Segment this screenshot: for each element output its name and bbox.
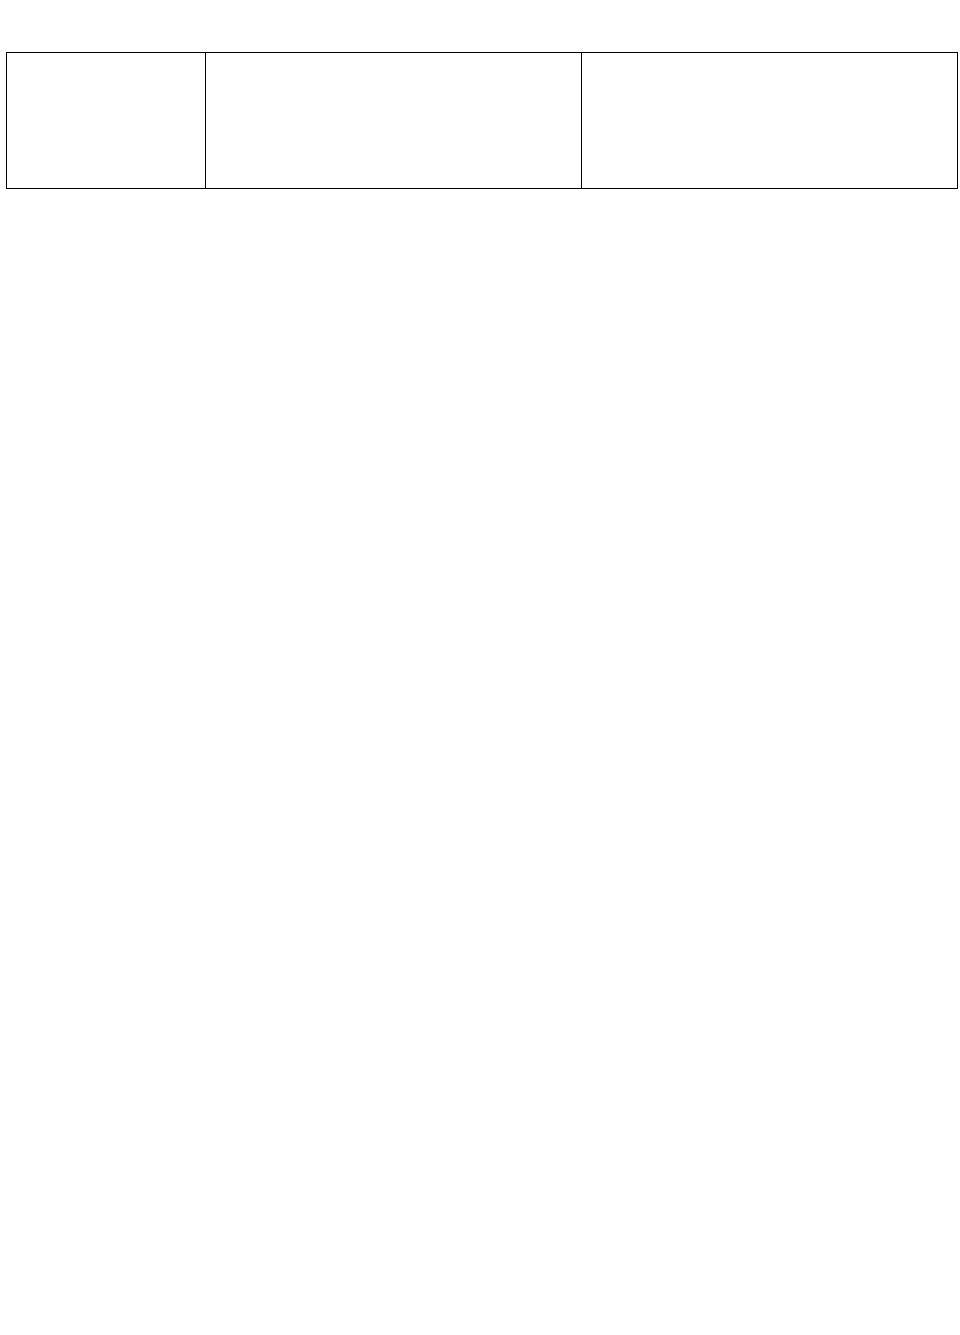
- table-cell-measure: [205, 53, 582, 188]
- table-cell-empty: [7, 53, 206, 188]
- measures-table: [6, 52, 958, 189]
